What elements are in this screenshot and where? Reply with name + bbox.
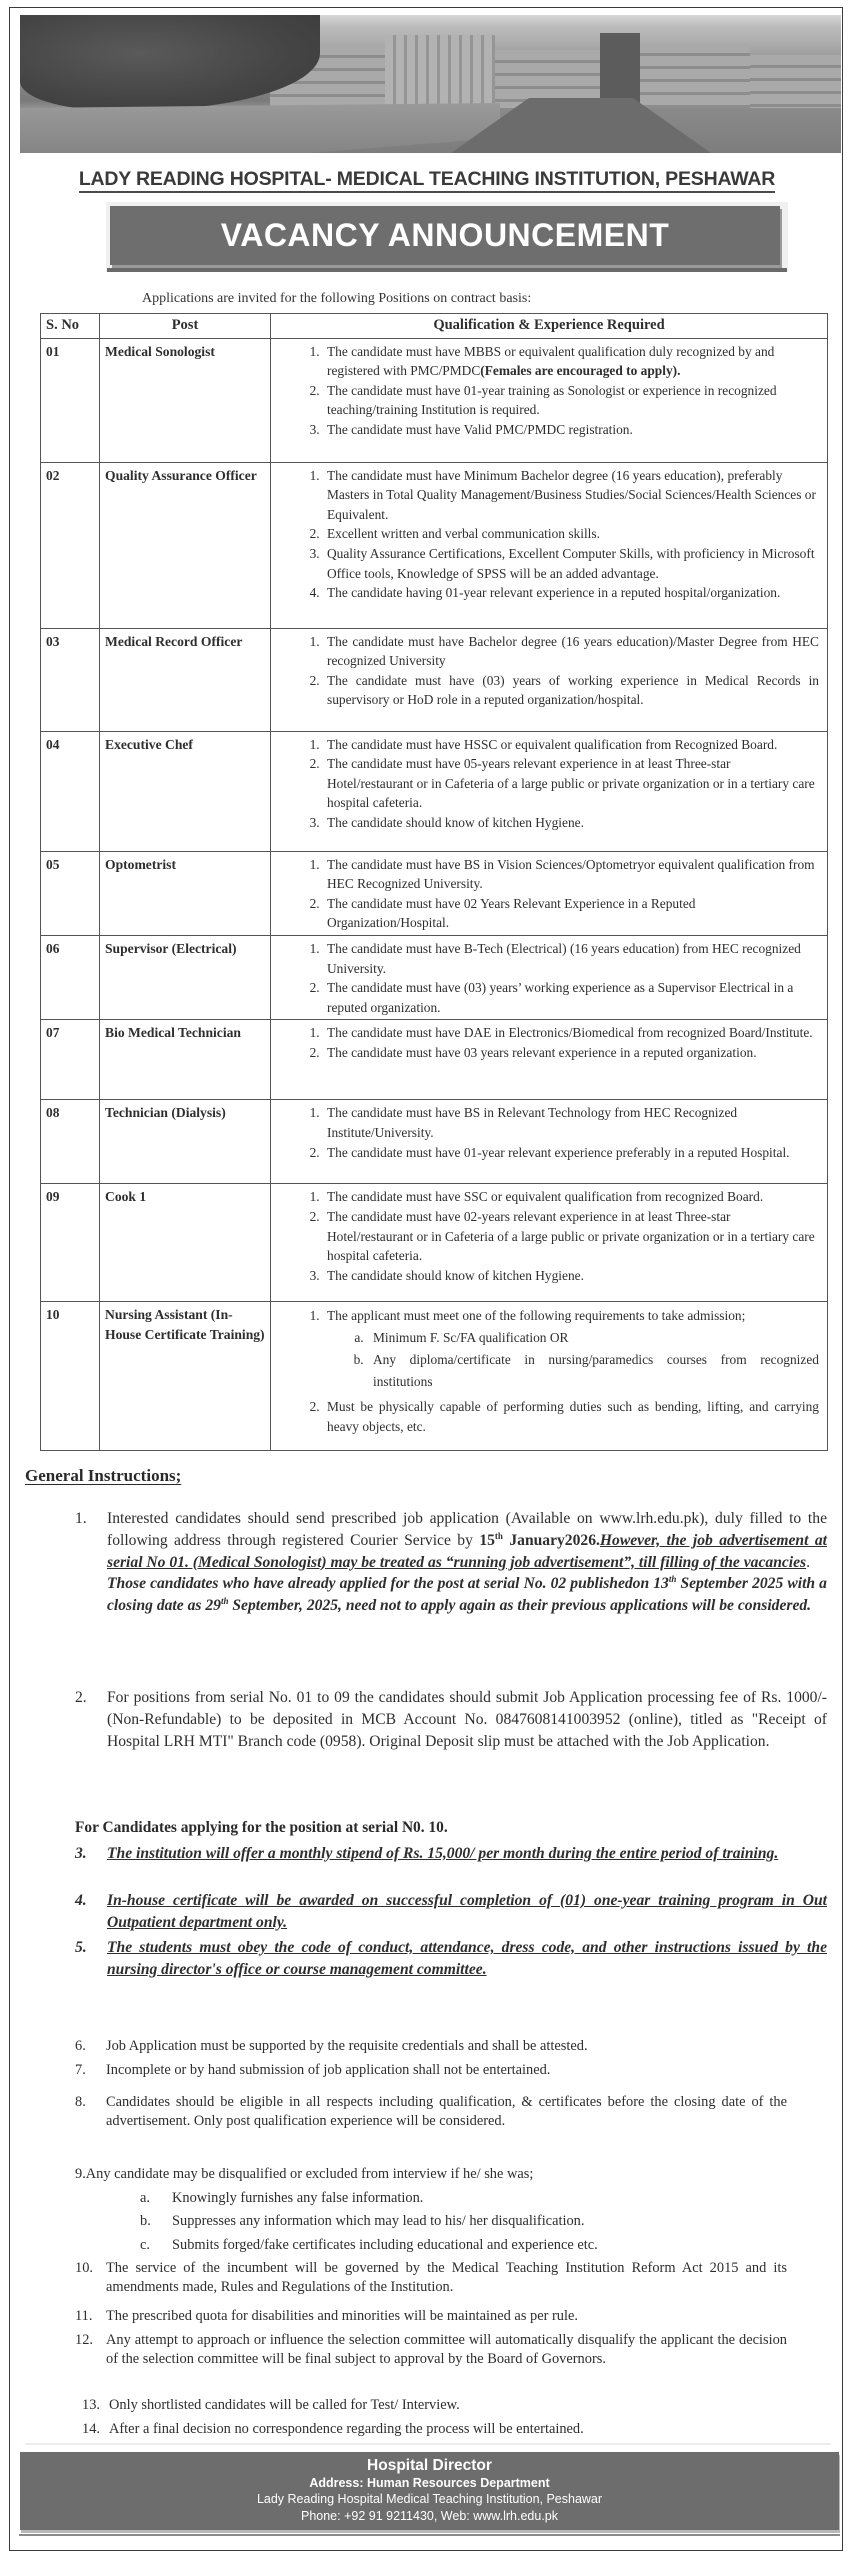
row-sno: 10	[41, 1302, 100, 1451]
qualification-item: 2. The candidate must have 01-year training as Sonologist or experience in recognized teaching/training Institution is required.	[323, 381, 819, 420]
table-row	[41, 1020, 828, 1100]
row-post: Nursing Assistant (In-House Certificate Training)	[100, 1302, 271, 1451]
qualification-item: 1. The candidate must have SSC or equivalent qualification from recognized Board.	[323, 1187, 819, 1207]
qualification-item: 1. The candidate must have Bachelor degree (16 years education)/Master Degree from HEC recognized University	[323, 632, 819, 671]
row-post: Medical Sonologist	[100, 338, 271, 462]
table-row	[41, 851, 828, 935]
qualification-item: 1. The candidate must have DAE in Electronics/Biomedical from recognized Board/Institute.	[323, 1023, 819, 1043]
qualification-subitem: a. Minimum F. Sc/FA qualification OR	[367, 1327, 819, 1349]
table-row	[41, 462, 828, 628]
instruction-9-subitem: a. Knowingly furnishes any false information.	[140, 2190, 424, 2206]
row-qualification	[271, 851, 828, 935]
table-row	[41, 1100, 828, 1184]
instruction-5: 5. The students must obey the code of conduct, attendance, dress code, and other instructions issued by the nursing director's office or course management committee.	[75, 1939, 827, 1978]
instruction-9-sublist	[140, 2189, 598, 2255]
row-qualification	[271, 1100, 828, 1184]
instruction-10: 10. The service of the incumbent will be governed by the Medical Teaching Institution Reform Act 2015 and its amendments made, Rules and Regulations of the Institution.	[75, 2260, 787, 2296]
qualification-item: 2. The candidate must have 03 years relevant experience in a reputed organization.	[323, 1043, 819, 1063]
instruction-9: 9.Any candidate may be disqualified or excluded from interview if he/ she was;	[75, 2166, 534, 2182]
row-qualification	[271, 1184, 828, 1302]
females-encouraged-note: (Females are encouraged to apply).	[480, 363, 681, 379]
qualification-item: 1. The candidate must have Minimum Bachelor degree (16 years education), preferably Masters in Total Quality Management/Business Studies/Social Sciences/Health Sciences or Equivalent.	[323, 466, 819, 525]
qualification-item: 2. The candidate must have 02 Years Relevant Experience in a Reputed Organization/Hospital.	[323, 894, 819, 933]
qualification-item: 2. The candidate must have (03) years’ working experience as a Supervisor Electrical in a reputed organization.	[323, 978, 819, 1017]
footer-title: Hospital Director	[367, 2457, 492, 2474]
table-row	[41, 628, 828, 731]
row-qualification	[271, 731, 828, 851]
instruction-9-subitem: b. Suppresses any information which may lead to his/ her disqualification.	[140, 2213, 585, 2230]
banner-shadow-line	[107, 268, 787, 272]
row-post: Bio Medical Technician	[100, 1020, 271, 1100]
instruction-7: 7. Incomplete or by hand submission of job application shall not be entertained.	[75, 2062, 551, 2078]
qualification-item: 2. Must be physically capable of performing duties such as bending, lifting, and carrying heavy objects, etc.	[323, 1397, 819, 1436]
table-row	[41, 1302, 828, 1451]
footer-contact: Phone: +92 91 9211430, Web: www.lrh.edu.pk	[300, 2509, 558, 2523]
row-qualification	[271, 462, 828, 628]
qualification-item: 1. The candidate must have B-Tech (Electrical) (16 years education) from HEC recognized University.	[323, 939, 819, 978]
table-header-row	[41, 314, 828, 339]
row-sno: 07	[41, 1020, 100, 1100]
row-sno: 04	[41, 731, 100, 851]
row-qualification	[271, 1020, 828, 1100]
instruction-1: 1. Interested candidates should send prescribed job application (Available on www.lrh.edu.pk), duly filled to the following address through registered Courier Service by 15th January2026.However, the job advertisement at serial No 01. (Medical Sonologist) may be treated as “running job advertisement”, till filling of the vacancies. Those candidates who have already applied for the post at serial No. 02 publishedon 13th September 2025 with a closing date as 29th September, 2025, need not to apply again as their previous applications will be considered.	[75, 1510, 827, 1615]
qualification-item: 3. Quality Assurance Certifications, Excellent Computer Skills, with proficiency in Microsoft Office tools, Knowledge of SPSS will be an added advantage.	[323, 544, 819, 583]
qualification-item: 1. The candidate must have BS in Relevant Technology from HEC Recognized Institute/University.	[323, 1103, 819, 1142]
column-header-qualification: Qualification & Experience Required	[271, 314, 828, 339]
hospital-building-photo	[20, 15, 841, 153]
table-row	[41, 338, 828, 462]
vacancy-announcement-banner: VACANCY ANNOUNCEMENT	[110, 206, 780, 265]
footer-separator	[25, 2443, 831, 2445]
row-sno: 05	[41, 851, 100, 935]
instruction-4: 4. In-house certificate will be awarded on successful completion of (01) one-year training program in Out Outpatient department only.	[75, 1892, 827, 1931]
instruction-9-subitem: c. Submits forged/fake certificates including educational and experience etc.	[140, 2236, 598, 2253]
table-row	[41, 1184, 828, 1302]
serial-10-heading: For Candidates applying for the position at serial N0. 10.	[75, 1819, 448, 1836]
column-header-sno: S. No	[41, 314, 100, 339]
qualification-item: 2. Excellent written and verbal communication skills.	[323, 524, 819, 544]
row-sno: 08	[41, 1100, 100, 1184]
row-qualification	[271, 628, 828, 731]
row-qualification	[271, 338, 828, 462]
row-post: Executive Chef	[100, 731, 271, 851]
instruction-2: 2. For positions from serial No. 01 to 09 the candidates should submit Job Application processing fee of Rs. 1000/- (Non-Refundable) to be deposited in MCB Account No. 0847608141003952 (online), titled as "Receipt of Hospital LRH MTI" Branch code (0958). Original Deposit slip must be attached with the Job Application.	[75, 1689, 827, 1750]
row-post: Cook 1	[100, 1184, 271, 1302]
row-sno: 03	[41, 628, 100, 731]
institution-title	[0, 168, 854, 191]
row-post: Supervisor (Electrical)	[100, 935, 271, 1019]
qualification-item: 1. The candidate must have BS in Vision Sciences/Optometryor equivalent qualification from HEC Recognized University.	[323, 855, 819, 894]
row-post: Quality Assurance Officer	[100, 462, 271, 628]
footer-shadow-line	[19, 2534, 840, 2536]
table-row	[41, 731, 828, 851]
footer-institution: Lady Reading Hospital Medical Teaching Institution, Peshawar	[256, 2492, 603, 2506]
qualification-item: 3. The candidate must have Valid PMC/PMDC registration.	[323, 420, 819, 440]
instruction-14: 14. After a final decision no correspondence regarding the process will be entertained.	[82, 2421, 584, 2437]
instruction-3: 3. The institution will offer a monthly stipend of Rs. 15,000/ per month during the entire period of training.	[75, 1845, 779, 1862]
qualification-item: 4. The candidate having 01-year relevant experience in a reputed hospital/organization.	[323, 583, 819, 603]
vacancy-table	[40, 313, 828, 1451]
qualification-subitem: b. Any diploma/certificate in nursing/paramedics courses from recognized institutions	[367, 1349, 819, 1393]
row-sno: 02	[41, 462, 100, 628]
row-post: Technician (Dialysis)	[100, 1100, 271, 1184]
institution-title-text: LADY READING HOSPITAL- MEDICAL TEACHING INSTITUTION, PESHAWAR	[79, 168, 775, 193]
qualification-item: 1. The candidate must have HSSC or equivalent qualification from Recognized Board.	[323, 735, 819, 755]
instruction-6: 6. Job Application must be supported by the requisite credentials and shall be attested.	[75, 2038, 588, 2054]
qualification-item: 2. The candidate must have 01-year relevant experience preferably in a reputed Hospital.	[323, 1143, 819, 1163]
previous-applicants-note: Those candidates who have already applied for the post at serial No. 02 publishedon 13th September 2025 with a closing date as 29th September, 2025, need not to apply again as their previous applications will be considered.	[107, 1574, 827, 1615]
footer-address: Address: Human Resources Department	[309, 2476, 550, 2490]
intro-text: Applications are invited for the following Positions on contract basis:	[142, 291, 532, 306]
instruction-13: 13. Only shortlisted candidates will be called for Test/ Interview.	[82, 2397, 460, 2413]
qualification-item: 2. The candidate must have (03) years of working experience in Medical Records in supervisory or HoD role in a reputed organization/hospital.	[323, 671, 819, 710]
row-sno: 01	[41, 338, 100, 462]
row-post: Optometrist	[100, 851, 271, 935]
qualification-item: 2. The candidate must have 05-years relevant experience in at least Three-star Hotel/restaurant or in Cafeteria of a large public or private organization or in a tertiary care hospital cafeteria.	[323, 754, 819, 813]
instruction-11: 11. The prescribed quota for disabilities and minorities will be maintained as per rule.	[75, 2308, 578, 2324]
row-qualification	[271, 935, 828, 1019]
table-row	[41, 935, 828, 1019]
instruction-8: 8. Candidates should be eligible in all respects including qualification, & certificates before the closing date of the advertisement. Only post qualification experience will be considered.	[75, 2094, 787, 2130]
qualification-item: 1. The applicant must meet one of the following requirements to take admission; a. Minimum F. Sc/FA qualification OR b. Any diploma/certificate in nursing/paramedics courses from recognized institutions	[323, 1305, 819, 1393]
contact-footer	[20, 2452, 839, 2530]
qualification-item: 2. The candidate must have 02-years relevant experience in at least Three-star Hotel/restaurant or in Cafeteria of a large public or private organization or in a tertiary care hospital cafeteria.	[323, 1207, 819, 1266]
qualification-item: 3. The candidate should know of kitchen Hygiene.	[323, 813, 819, 833]
column-header-post: Post	[100, 314, 271, 339]
qualification-item: 1. The candidate must have MBBS or equivalent qualification duly recognized by and registered with PMC/PMDC(Females are encouraged to apply).	[323, 342, 819, 381]
row-qualification	[271, 1302, 828, 1451]
qualification-item: 3. The candidate should know of kitchen Hygiene.	[323, 1266, 819, 1286]
general-instructions-title: General Instructions;	[25, 1466, 182, 1485]
row-sno: 06	[41, 935, 100, 1019]
running-advertisement-note: However, the job advertisement at serial No 01. (Medical Sonologist) may be treated as “running job advertisement”, till filling of the vacancies	[107, 1531, 827, 1571]
row-sno: 09	[41, 1184, 100, 1302]
instruction-12: 12. Any attempt to approach or influence the selection committee will automatically disqualify the applicant the decision of the selection committee will be final subject to approval by the Board of Governors.	[75, 2332, 787, 2368]
row-post: Medical Record Officer	[100, 628, 271, 731]
